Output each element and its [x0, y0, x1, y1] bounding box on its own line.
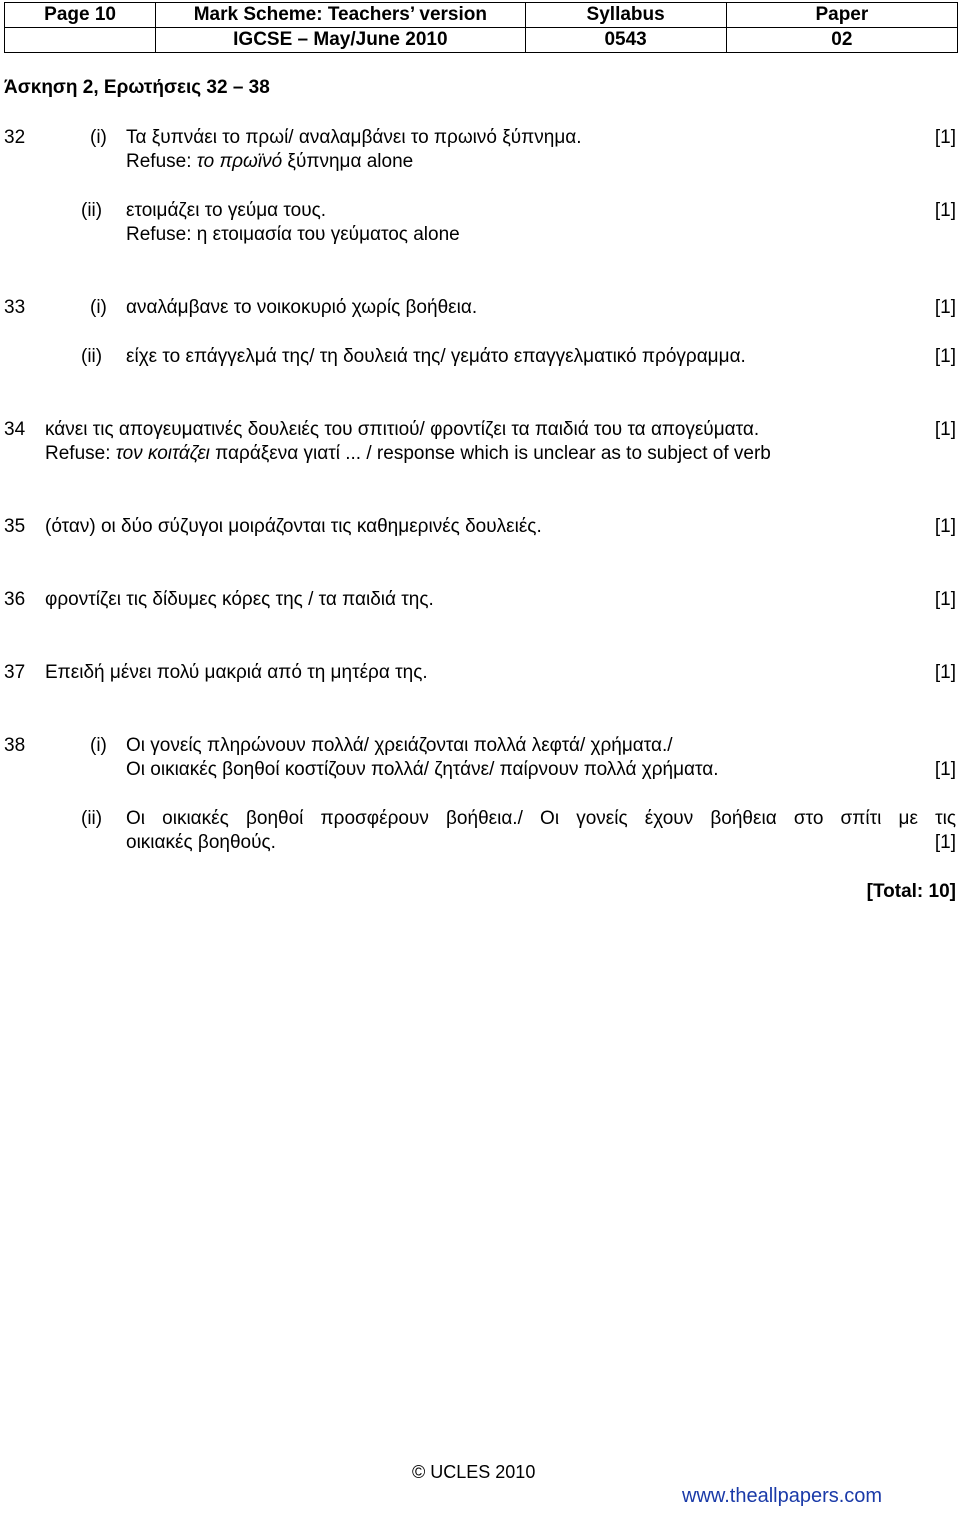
- question-number-32: 32: [4, 127, 26, 148]
- q34-mark: [1]: [934, 419, 956, 440]
- q33-part-ii-label: (ii): [81, 346, 103, 367]
- q38-ii-mark: [1]: [934, 832, 956, 853]
- q32-ii-answer: ετοιμάζει το γεύμα τους.: [126, 200, 327, 221]
- q33-ii-mark: [1]: [934, 346, 956, 367]
- q36-mark: [1]: [934, 589, 956, 610]
- q32-part-ii-label: (ii): [81, 200, 103, 221]
- refuse-rest: παράξενα γιατί ... / response which is unclear as to subject of verb: [209, 443, 771, 464]
- header-empty-cell: [5, 28, 156, 53]
- q33-i-mark: [1]: [934, 297, 956, 318]
- refuse-italic: τον κοιτάζει: [115, 443, 210, 464]
- refuse-rest: ξύπνημα alone: [282, 151, 414, 172]
- q38-ii-answer-line1: Οι οικιακές βοηθοί προσφέρουν βοήθεια./ Οι γονείς έχουν βοήθεια στο σπίτι με τις: [126, 808, 956, 829]
- q38-i-answer-line2: Οι οικιακές βοηθοί κοστίζουν πολλά/ ζητάνε/ παίρνουν πολλά χρήματα.: [126, 759, 719, 780]
- q35-mark: [1]: [934, 516, 956, 537]
- q38-i-answer-line1: Οι γονείς πληρώνουν πολλά/ χρειάζονται πολλά λεφτά/ χρήματα./: [126, 735, 673, 756]
- total-marks: [Total: 10]: [866, 881, 956, 902]
- q38-ii-answer-line2: οικιακές βοηθούς.: [126, 832, 276, 853]
- paper-code: 02: [726, 28, 957, 53]
- q32-part-i-label: (i): [90, 127, 107, 148]
- question-number-35: 35: [4, 516, 26, 537]
- question-number-37: 37: [4, 662, 26, 683]
- website-link[interactable]: www.theallpapers.com: [682, 1485, 883, 1507]
- q38-part-i-label: (i): [90, 735, 107, 756]
- question-number-36: 36: [4, 589, 26, 610]
- q34-answer: κάνει τις απογευματινές δουλειές του σπιτιού/ φροντίζει τα παιδιά του τα απογεύματα.: [45, 419, 760, 440]
- refuse-prefix: Refuse:: [45, 443, 116, 464]
- paper-label: Paper: [726, 3, 957, 28]
- header-table: [4, 2, 958, 53]
- q34-refuse: [45, 442, 771, 466]
- exam-session: IGCSE – May/June 2010: [156, 28, 525, 53]
- q36-answer: φροντίζει τις δίδυμες κόρες της / τα παιδιά της.: [45, 589, 434, 610]
- q37-mark: [1]: [934, 662, 956, 683]
- q38-part-ii-label: (ii): [81, 808, 103, 829]
- q32-i-answer: Τα ξυπνάει το πρωί/ αναλαμβάνει το πρωινό ξύπνημα.: [126, 127, 582, 148]
- q33-ii-answer: είχε το επάγγελμά της/ τη δουλειά της/ γεμάτο επαγγελματικό πρόγραμμα.: [126, 346, 746, 367]
- question-number-38: 38: [4, 735, 26, 756]
- page-number: Page 10: [5, 3, 156, 28]
- q33-part-i-label: (i): [90, 297, 107, 318]
- question-number-34: 34: [4, 419, 26, 440]
- syllabus-code: 0543: [525, 28, 726, 53]
- q38-i-mark: [1]: [934, 759, 956, 780]
- q33-i-answer: αναλάμβανε το νοικοκυριό χωρίς βοήθεια.: [126, 297, 478, 318]
- copyright: © UCLES 2010: [412, 1462, 536, 1482]
- document-title: Mark Scheme: Teachers’ version: [156, 3, 525, 28]
- refuse-italic: το πρωϊνό: [196, 151, 283, 172]
- q32-i-refuse: [126, 150, 413, 174]
- section-title: Άσκηση 2, Ερωτήσεις 32 – 38: [4, 77, 270, 98]
- q37-answer: Επειδή μένει πολύ μακριά από τη μητέρα της.: [45, 662, 428, 683]
- refuse-prefix: Refuse:: [126, 151, 197, 172]
- q35-answer: (όταν) οι δύο σύζυγοι μοιράζονται τις καθημερινές δουλειές.: [45, 516, 542, 537]
- q32-ii-refuse: Refuse: η ετοιμασία του γεύματος alone: [126, 224, 460, 245]
- q32-ii-mark: [1]: [934, 200, 956, 221]
- syllabus-label: Syllabus: [525, 3, 726, 28]
- q32-i-mark: [1]: [934, 127, 956, 148]
- question-number-33: 33: [4, 297, 26, 318]
